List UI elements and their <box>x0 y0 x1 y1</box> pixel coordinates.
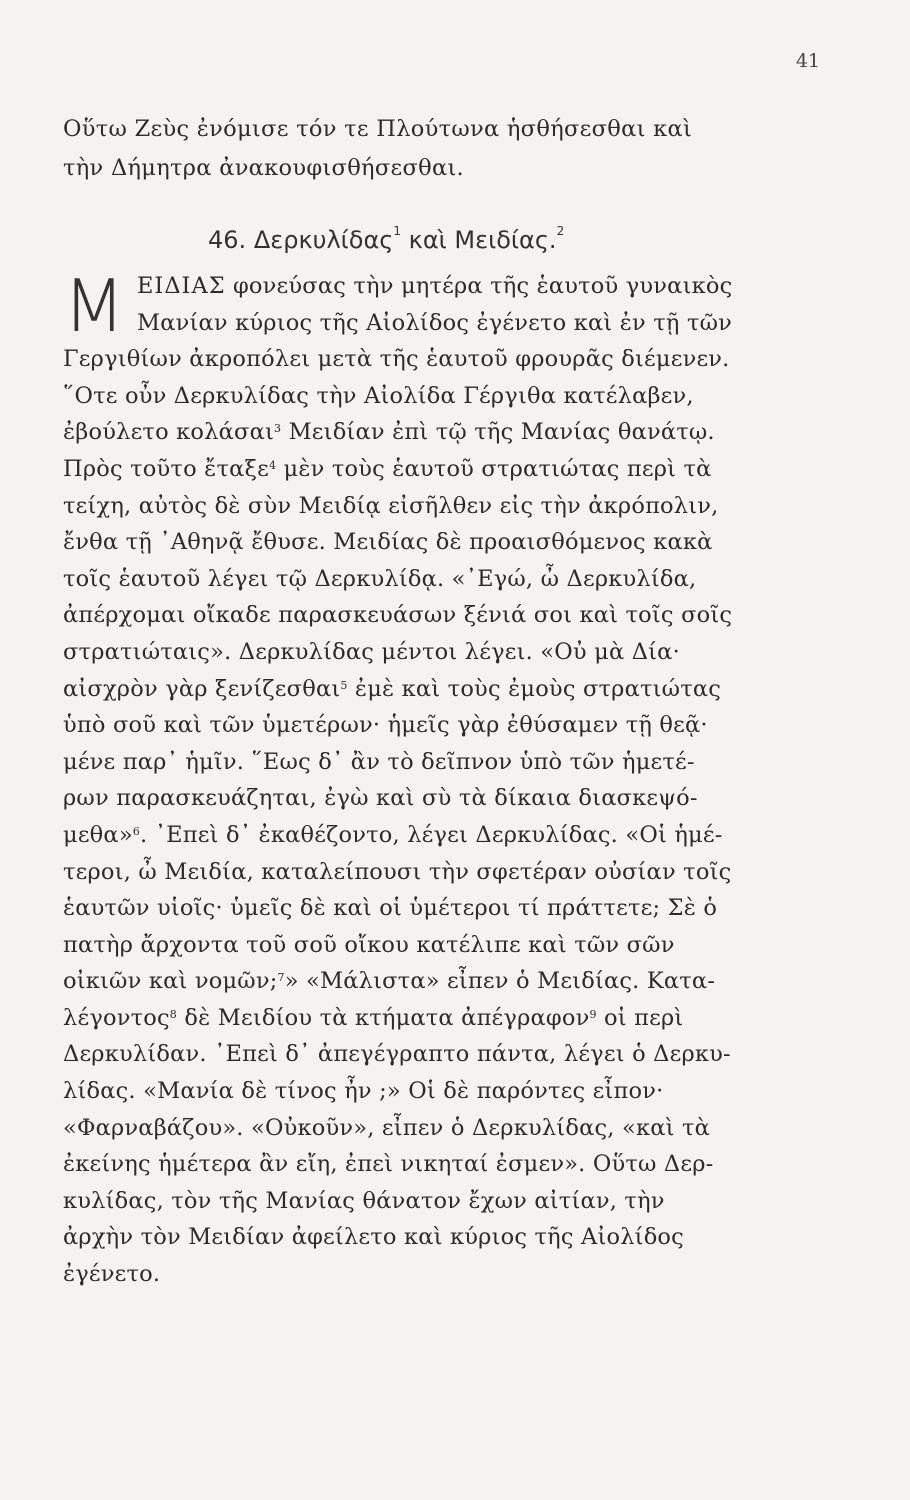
text-line: ἑαυτῶν υἱοῖς· ὑμεῖς δὲ καὶ οἱ ὑμέτεροι τί πράττετε; Σὲ ὁ <box>63 895 718 922</box>
text-line: λέγοντος$^8$ δὲ Μειδίου τὰ κτήματα ἀπέγραφον$^9$ οἱ περὶ <box>63 1004 684 1031</box>
intro-line-2: τὴν Δήμητρα ἀνακουφισθήσεσθαι. <box>63 155 465 181</box>
text-line: κυλίδας, τὸν τῆς Μανίας θάνατον ἔχων αἰτίαν, τὴν <box>63 1187 665 1214</box>
text-line: αἰσχρὸν γὰρ ξενίζεσθαι$^5$ ἐμὲ καὶ τοὺς ἐμοὺς στρατιώτας <box>63 675 722 702</box>
heading-title-a: Δερκυλίδας <box>253 226 394 254</box>
text-line: Δερκυλίδαν. ᾿Επεὶ δ᾿ ἀπεγέγραπτο πάντα, λέγει ὁ Δερκυ- <box>63 1041 731 1068</box>
text-line: ἐγένετο. <box>63 1261 161 1288</box>
text-line: ἔνθα τῇ ᾿Αθηνᾷ ἔθυσε. Μειδίας δὲ προαισθόμενος κακὰ <box>63 529 713 556</box>
footnote-ref: 4 <box>268 458 277 472</box>
text-line: οἰκιῶν καὶ νομῶν;$^7$» «Μάλιστα» εἶπεν ὁ Μειδίας. Κατα- <box>63 968 716 995</box>
text-line: ἐκείνης ἡμέτερα ἂν εἴη, ἐπεὶ νικηταί ἐσμεν». Οὕτω Δερ- <box>63 1151 714 1178</box>
text-line: τοῖς ἑαυτοῦ λέγει τῷ Δερκυλίδᾳ. «᾿Εγώ, ὦ Δερκυλίδα, <box>63 565 697 592</box>
text-line: μεθα»$^6$. ᾿Επεὶ δ᾿ ἐκαθέζοντο, λέγει Δερκυλίδας. «Οἱ ἡμέ- <box>63 821 723 848</box>
page-number: 41 <box>795 50 820 72</box>
footnote-ref: 3 <box>274 422 282 436</box>
footnote-ref: 9 <box>589 1007 597 1021</box>
footnote-ref: 2 <box>556 224 565 238</box>
text-line: ΕΙΔΙΑΣ φονεύσας τὴν μητέρα τῆς ἑαυτοῦ γυναικὸς <box>137 273 733 299</box>
text-line: μένε παρ᾿ ἡμῖν. ῞Εως δ᾿ ἂν τὸ δεῖπνον ὑπὸ τῶν ἡμετέ- <box>63 748 695 775</box>
text-line: Μανίαν κύριος τῆς Αἰολίδος ἐγένετο καὶ ἐν τῇ τῶν <box>137 309 733 336</box>
text-line: ρων παρασκευάζηται, ἐγὼ καὶ σὺ τὰ δίκαια διασκεψό- <box>63 785 698 812</box>
text-line: Γεργιθίων ἀκροπόλει μετὰ τῆς ἑαυτοῦ φρουρᾶς διέμενεν. <box>63 346 730 373</box>
text-line: ῞Οτε οὖν Δερκυλίδας τὴν Αἰολίδα Γέργιθα κατέλαβεν, <box>63 382 694 409</box>
text-line: «Φαρναβάζου». «Οὐκοῦν», εἶπεν ὁ Δερκυλίδας, «καὶ τὰ <box>63 1114 711 1141</box>
text-line: Πρὸς τοῦτο ἔταξε$^4$ μὲν τοὺς ἑαυτοῦ στρατιώτας περὶ τὰ <box>63 455 712 482</box>
text-line: ὑπὸ σοῦ καὶ τῶν ὑμετέρων· ἡμεῖς γὰρ ἐθύσαμεν τῇ θεᾷ· <box>63 712 708 739</box>
text-line: πατὴρ ἄρχοντα τοῦ σοῦ οἴκου κατέλιπε καὶ τῶν σῶν <box>63 931 675 958</box>
section-heading: 46. Δερκυλίδας$^1$ καὶ Μειδίας.$^2$ <box>208 224 565 254</box>
text-line: λίδας. «Μανία δὲ τίνος ἦν ;» Οἱ δὲ παρόντες εἶπον· <box>63 1078 664 1105</box>
text-line: τεροι, ὦ Μειδία, καταλείπουσι τὴν σφετέραν οὐσίαν τοῖς <box>63 858 732 885</box>
text-line: ἐβούλετο κολάσαι$^3$ Μειδίαν ἐπὶ τῷ τῆς Μανίας θανάτῳ. <box>63 419 715 446</box>
footnote-ref: 1 <box>393 224 402 238</box>
text-line: ἀρχὴν τὸν Μειδίαν ἀφείλετο καὶ κύριος τῆς Αἰολίδος <box>63 1224 684 1251</box>
text-line: τείχη, αὐτὸς δὲ σὺν Μειδίᾳ εἰσῆλθεν εἰς τὴν ἀκρόπολιν, <box>63 492 719 519</box>
body-text <box>63 264 828 1293</box>
footnote-ref: 8 <box>169 1007 177 1021</box>
heading-conj: καὶ <box>408 226 447 254</box>
drop-cap: Μ <box>63 264 126 348</box>
footnote-ref: 5 <box>340 678 348 692</box>
text-line: στρατιώταις». Δερκυλίδας μέντοι λέγει. «Οὐ μὰ Δία· <box>63 638 680 665</box>
footnote-ref: 6 <box>132 824 140 838</box>
text-line: ἀπέρχομαι οἴκαδε παρασκευάσων ξένιά σοι καὶ τοῖς σοῖς <box>63 602 733 629</box>
heading-title-b: Μειδίας <box>454 226 549 254</box>
section-number: 46. <box>208 226 247 254</box>
footnote-ref: 7 <box>277 971 285 985</box>
intro-paragraph <box>63 110 823 188</box>
intro-line-1: Οὕτω Ζεὺς ἐνόμισε τόν τε Πλούτωνα ἡσθήσεσθαι καὶ <box>63 116 693 142</box>
